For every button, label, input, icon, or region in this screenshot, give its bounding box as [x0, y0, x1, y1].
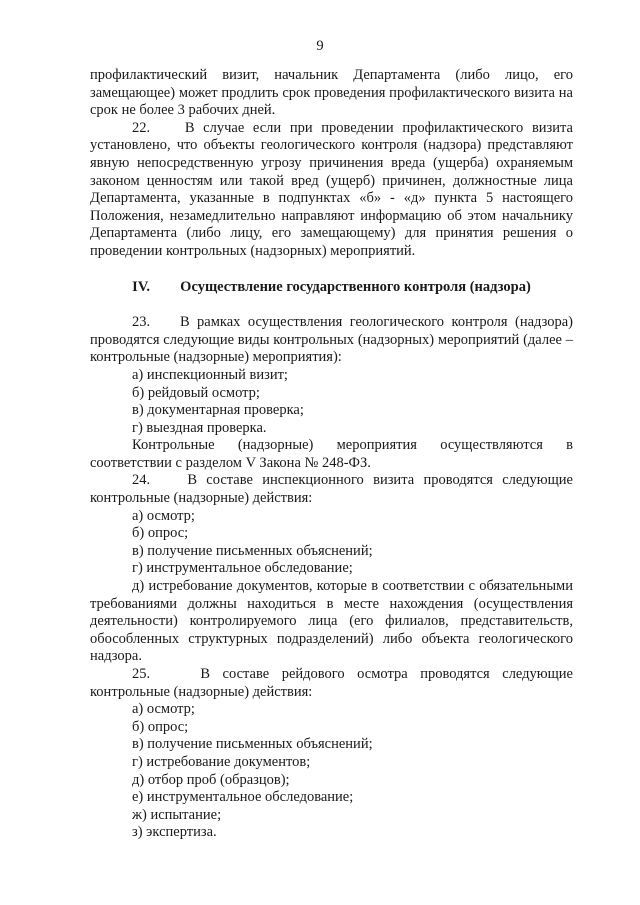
list-item: б) опрос;	[132, 525, 189, 542]
document-body	[90, 67, 573, 842]
paragraph-24: 24. В составе инспекционного визита проводятся следующие контрольные (надзорные) действия:	[90, 472, 573, 507]
paragraph-23: 23. В рамках осуществления геологического контроля (надзора) проводятся следующие виды контрольных (надзорных) мероприятий (далее – контрольные (надзорные) мероприятия):	[90, 314, 573, 366]
list-item: в) получение письменных объяснений;	[132, 736, 373, 753]
list-item: в) документарная проверка;	[132, 402, 304, 419]
list-item: а) осмотр;	[132, 701, 195, 718]
list-item: в) получение письменных объяснений;	[132, 542, 373, 559]
list-item: г) инструментальное обследование;	[132, 560, 353, 577]
list-item: б) рейдовый осмотр;	[132, 384, 260, 401]
paragraph-22: 22. В случае если при проведении профилактического визита установлено, что объекты геологического контроля (надзора) представляют явную непосредственную угрозу причинения вреда (ущерба) охраняемым законом ценностям или такой вред (ущерб) причинен, должностные лица Департамента, указанные в подпунктах «б» - «д» пункта 5 настоящего Положения, незамедлительно направляют информацию об этом начальнику Департамента (либо лицу, его замещающему) для принятия решения о проведении контрольных (надзорных) мероприятий.	[90, 119, 573, 259]
section-number: IV.	[132, 278, 151, 295]
list-item: ж) испытание;	[132, 806, 222, 823]
list-item: е) инструментальное обследование;	[132, 789, 354, 806]
list-item: а) инспекционный визит;	[132, 366, 288, 383]
paragraph-23-note: Контрольные (надзорные) мероприятия осуществляются в соответствии с разделом V Закона № 248-ФЗ.	[90, 437, 573, 471]
section-title: Осуществление государственного контроля (надзора)	[180, 278, 531, 295]
paragraph-intro: профилактический визит, начальник Департамента (либо лицо, его замещающее) может продлить срок проведения профилактического визита на срок не более 3 рабочих дней.	[90, 67, 573, 119]
list-item: д) отбор проб (образцов);	[132, 771, 290, 788]
list-item: г) истребование документов;	[132, 753, 311, 770]
section-heading	[90, 279, 573, 297]
list-item: з) экспертиза.	[132, 824, 217, 841]
list-item: а) осмотр;	[132, 507, 195, 524]
list-item: г) выездная проверка.	[132, 419, 267, 436]
list-item: б) опрос;	[132, 718, 189, 735]
paragraph-25: 25. В составе рейдового осмотра проводятся следующие контрольные (надзорные) действия:	[90, 666, 573, 700]
list-item-long: д) истребование документов, которые в соответствии с обязательными требованиями должны находиться в месте нахождения (осуществления деятельности) контролируемого лица (его филиалов, представительств, обособленных структурных подразделений) либо объекта геологического надзора.	[90, 578, 573, 665]
page-number: 9	[316, 38, 324, 54]
